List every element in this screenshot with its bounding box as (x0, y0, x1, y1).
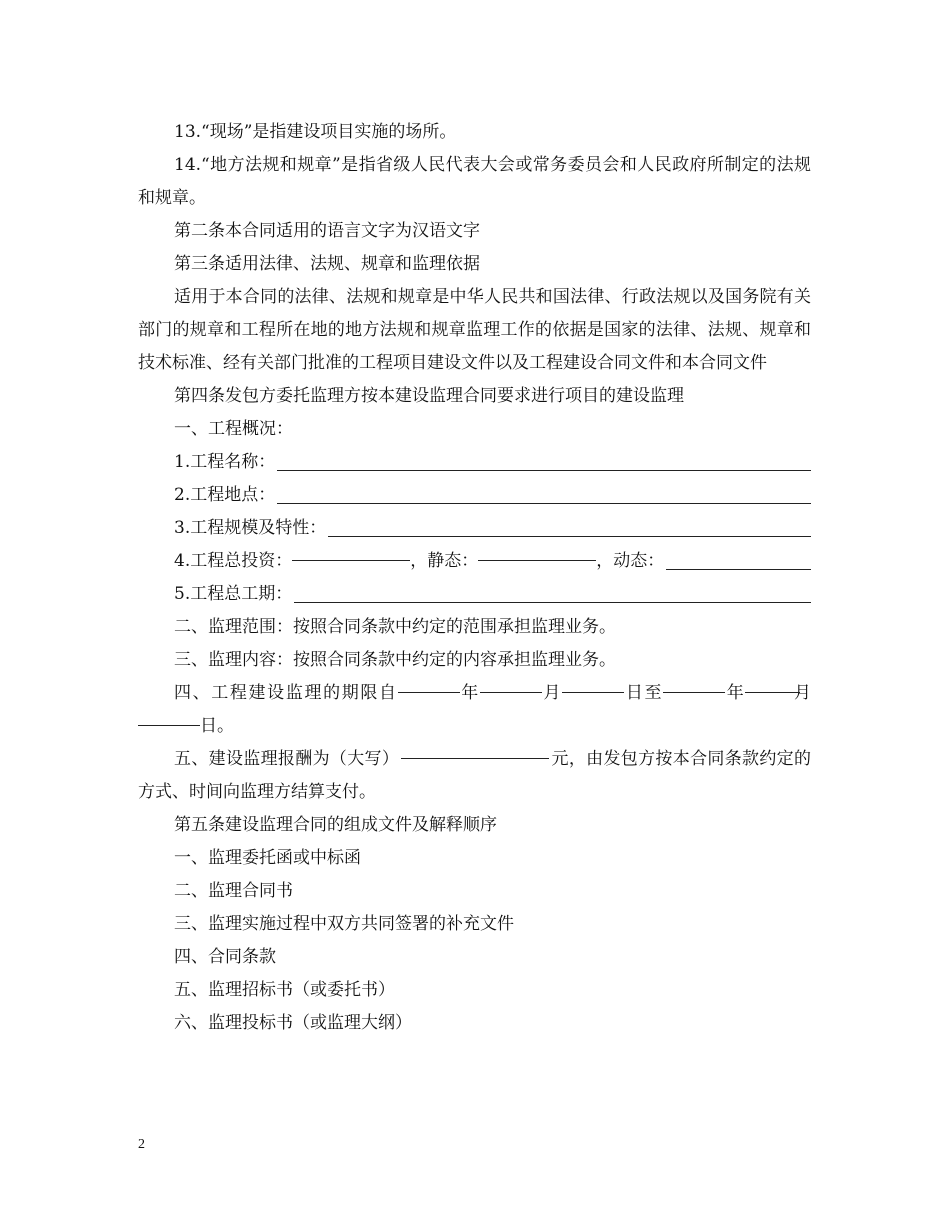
article-4-heading: 第四条发包方委托监理方按本建设监理合同要求进行项目的建设监理 (174, 386, 684, 406)
end-day-label: 日。 (200, 716, 234, 736)
definition-13: 13.“现场”是指建设项目实施的场所。 (174, 122, 457, 142)
document-order-item: 一、监理委托函或中标函 (174, 848, 361, 868)
project-location-field (138, 479, 811, 512)
project-name-label: 1.工程名称： (174, 452, 276, 472)
article-3-heading: 第三条适用法律、法规、规章和监理依据 (174, 254, 480, 274)
end-year-label: 年 (725, 683, 746, 703)
document-order-item: 二、监理合同书 (174, 881, 293, 901)
dynamic-blank (666, 569, 811, 570)
project-location-blank (277, 503, 811, 504)
start-day-label: 日至 (624, 683, 664, 703)
duration-blank (294, 602, 811, 603)
page-body (138, 116, 811, 1040)
definition-14: 14.“地方法规和规章”是指省级人民代表大会或常务委员会和人民政府所制定的法规和规章。 (138, 155, 811, 208)
start-month-blank (480, 692, 542, 693)
project-scale-field (138, 512, 811, 545)
project-name-field (138, 446, 811, 479)
end-month-label: 月 (792, 683, 812, 703)
investment-blank (292, 560, 410, 561)
project-overview-heading: 一、工程概况： (174, 419, 293, 439)
supervision-period (138, 677, 811, 743)
document-order-item: 四、合同条款 (174, 947, 276, 967)
fee-amount-blank (401, 758, 549, 759)
supervision-content: 三、监理内容：按照合同条款中约定的内容承担监理业务。 (174, 650, 616, 670)
duration-label: 5.工程总工期： (174, 584, 293, 604)
project-scale-label: 3.工程规模及特性： (174, 518, 327, 538)
project-name-blank (277, 470, 811, 471)
document-order-item: 五、监理招标书（或委托书） (174, 980, 395, 1000)
supervision-fee (138, 743, 811, 809)
start-year-blank (398, 692, 460, 693)
investment-label: 4.工程总投资： (174, 551, 293, 571)
end-day-blank (138, 725, 200, 726)
dynamic-label: ，动态： (596, 551, 665, 571)
static-blank (478, 560, 596, 561)
project-scale-blank (328, 536, 811, 537)
static-label: ，静态： (410, 551, 479, 571)
start-day-blank (562, 692, 624, 693)
end-year-blank (663, 692, 725, 693)
supervision-scope: 二、监理范围：按照合同条款中约定的范围承担监理业务。 (174, 617, 616, 637)
fee-prefix: 五、建设监理报酬为（大写） (174, 749, 400, 769)
document-order-item: 六、监理投标书（或监理大纲） (174, 1013, 412, 1033)
article-2-heading: 第二条本合同适用的语言文字为汉语文字 (174, 221, 480, 241)
document-order-item: 三、监理实施过程中双方共同签署的补充文件 (174, 914, 514, 934)
start-month-label: 月 (541, 683, 563, 703)
period-prefix: 四、工程建设监理的期限自 (174, 683, 398, 703)
start-year-label: 年 (459, 683, 480, 703)
project-location-label: 2.工程地点： (174, 485, 276, 505)
page-number: 2 (138, 1137, 145, 1152)
fee-suffix: 元，由发包方按本合同条款约定的方式、时间向监理方结算支付。 (138, 749, 812, 802)
project-investment-field (138, 545, 811, 578)
article-3-body: 适用于本合同的法律、法规和规章是中华人民共和国法律、行政法规以及国务院有关部门的规章和工程所在地的地方法规和规章监理工作的依据是国家的法律、法规、规章和技术标准、经有关部门批准的工程项目建设文件以及工程建设合同文件和本合同文件 (138, 287, 811, 373)
end-month-blank-b (764, 692, 792, 693)
project-duration-field (138, 578, 811, 611)
article-5-heading: 第五条建设监理合同的组成文件及解释顺序 (174, 815, 497, 835)
